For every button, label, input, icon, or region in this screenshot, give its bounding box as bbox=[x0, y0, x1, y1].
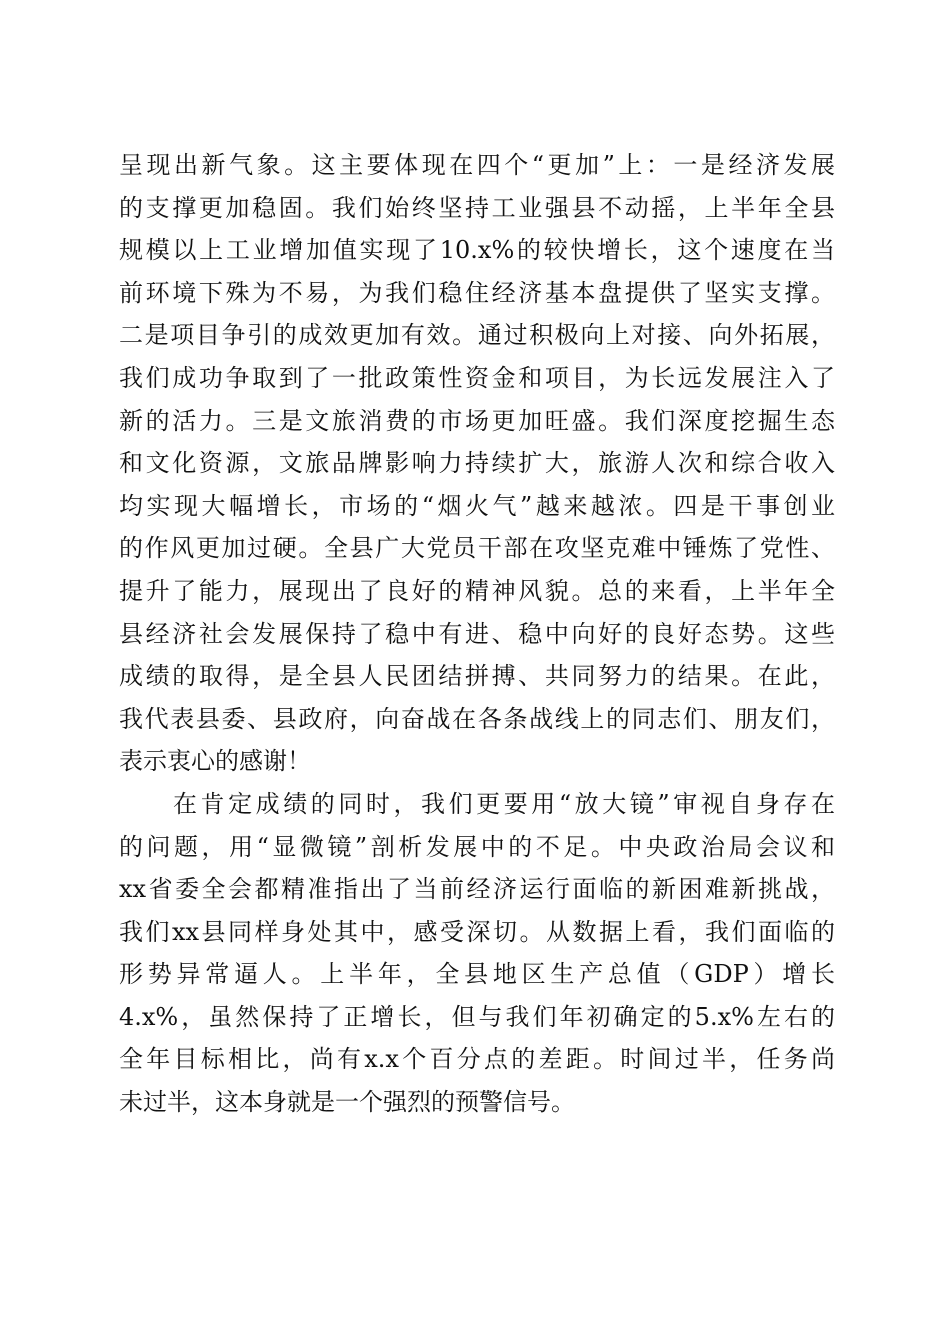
text-line: xx省委全会都精准指出了当前经济运行面临的新困难新挑战， bbox=[119, 875, 835, 904]
text-line: 全年目标相比，尚有x.x个百分点的差距。时间过半，任务尚 bbox=[119, 1045, 835, 1074]
text-line: 呈现出新气象。这主要体现在四个“更加”上：一是经济发展 bbox=[119, 151, 835, 179]
text-line: 提升了能力，展现出了良好的精神风貌。总的来看，上半年全 bbox=[119, 576, 835, 605]
text-line: 和文化资源，文旅品牌影响力持续扩大，旅游人次和综合收入 bbox=[119, 449, 835, 478]
text-line: 表示衷心的感谢！ bbox=[119, 747, 311, 776]
text-line: 形势异常逼人。上半年，全县地区生产总值（GDP）增长 bbox=[119, 960, 835, 989]
text-line: 的问题，用“显微镜”剖析发展中的不足。中央政治局会议和 bbox=[119, 832, 835, 861]
paragraph-2 bbox=[119, 783, 835, 1124]
text-line: 我代表县委、县政府，向奋战在各条战线上的同志们、朋友们， bbox=[119, 704, 835, 733]
text-line: 的作风更加过硬。全县广大党员干部在攻坚克难中锤炼了党性、 bbox=[119, 534, 835, 563]
text-line: 新的活力。三是文旅消费的市场更加旺盛。我们深度挖掘生态 bbox=[119, 406, 835, 435]
document-body bbox=[119, 144, 835, 1124]
text-line: 前环境下殊为不易，为我们稳住经济基本盘提供了坚实支撑。 bbox=[119, 278, 835, 307]
text-line: 的支撑更加稳固。我们始终坚持工业强县不动摇，上半年全县 bbox=[119, 193, 835, 222]
text-line: 县经济社会发展保持了稳中有进、稳中向好的良好态势。这些 bbox=[119, 619, 835, 648]
text-line: 未过半，这本身就是一个强烈的预警信号。 bbox=[119, 1088, 575, 1117]
paragraph-1 bbox=[119, 144, 835, 783]
text-line: 我们成功争取到了一批政策性资金和项目，为长远发展注入了 bbox=[119, 363, 835, 392]
text-line: 二是项目争引的成效更加有效。通过积极向上对接、向外拓展， bbox=[119, 321, 835, 350]
text-line: 规模以上工业增加值实现了10.x%的较快增长，这个速度在当 bbox=[119, 236, 835, 265]
text-line: 均实现大幅增长，市场的“烟火气”越来越浓。四是干事创业 bbox=[119, 491, 835, 520]
text-line: 我们xx县同样身处其中，感受深切。从数据上看，我们面临的 bbox=[119, 917, 835, 946]
text-line: 在肯定成绩的同时，我们更要用“放大镜”审视自身存在 bbox=[173, 789, 835, 818]
text-line: 成绩的取得，是全县人民团结拼搏、共同努力的结果。在此， bbox=[119, 662, 835, 691]
text-line: 4.x%，虽然保持了正增长，但与我们年初确定的5.x%左右的 bbox=[119, 1002, 835, 1031]
